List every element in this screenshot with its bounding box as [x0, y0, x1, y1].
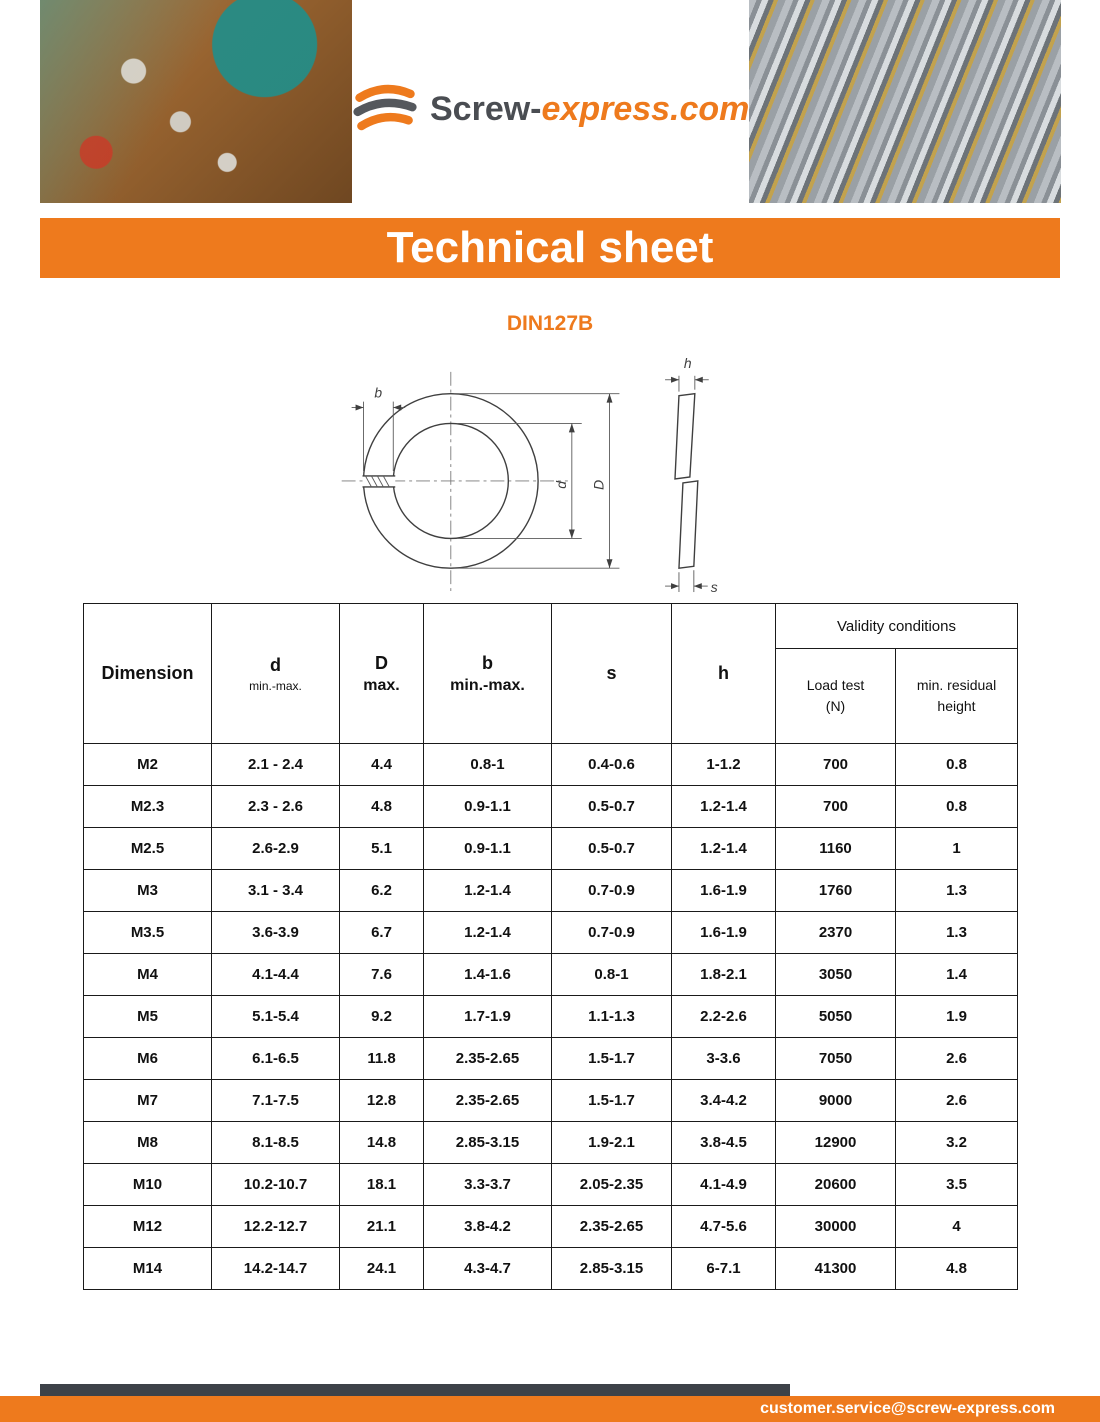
logo-text-part2: express.com — [541, 89, 750, 128]
col-header-residual — [896, 649, 1018, 744]
dimension-cell: M3.5 — [84, 912, 212, 954]
col-header-D-sub: max. — [363, 676, 400, 694]
load-test-line2: (N) — [825, 698, 846, 714]
value-cell: 3.3-3.7 — [424, 1164, 552, 1206]
value-cell: 4.1-4.9 — [672, 1164, 776, 1206]
value-cell: 7050 — [776, 1038, 896, 1080]
value-cell: 1.6-1.9 — [672, 912, 776, 954]
col-header-dimension: Dimension — [84, 604, 212, 744]
washer-drawing-svg — [320, 350, 780, 598]
dimension-cell: M2 — [84, 744, 212, 786]
col-header-b-sub: min.-max. — [450, 676, 525, 694]
table-row — [84, 912, 1018, 954]
col-header-s: s — [552, 604, 672, 744]
value-cell: 1.4 — [896, 954, 1018, 996]
col-header-d — [212, 604, 340, 744]
footer-orange-bar — [0, 1396, 1100, 1422]
value-cell: 2370 — [776, 912, 896, 954]
value-cell: 6-7.1 — [672, 1248, 776, 1290]
value-cell: 1.2-1.4 — [672, 786, 776, 828]
table-row — [84, 1038, 1018, 1080]
value-cell: 3.1 - 3.4 — [212, 870, 340, 912]
value-cell: 0.5-0.7 — [552, 828, 672, 870]
value-cell: 700 — [776, 786, 896, 828]
value-cell: 3-3.6 — [672, 1038, 776, 1080]
dimension-cell: M8 — [84, 1122, 212, 1164]
dim-label-d: d — [552, 481, 569, 489]
value-cell: 2.05-2.35 — [552, 1164, 672, 1206]
value-cell: 0.9-1.1 — [424, 786, 552, 828]
value-cell: 0.8 — [896, 744, 1018, 786]
value-cell: 1.9 — [896, 996, 1018, 1038]
value-cell: 2.35-2.65 — [424, 1080, 552, 1122]
value-cell: 3.5 — [896, 1164, 1018, 1206]
dim-label-D: D — [590, 479, 607, 490]
value-cell: 1.7-1.9 — [424, 996, 552, 1038]
value-cell: 2.85-3.15 — [552, 1248, 672, 1290]
value-cell: 4.3-4.7 — [424, 1248, 552, 1290]
value-cell: 2.6 — [896, 1080, 1018, 1122]
value-cell: 0.5-0.7 — [552, 786, 672, 828]
value-cell: 4.1-4.4 — [212, 954, 340, 996]
value-cell: 1.4-1.6 — [424, 954, 552, 996]
logo-text-part1: Screw- — [430, 89, 542, 128]
value-cell: 2.6-2.9 — [212, 828, 340, 870]
logo-text — [430, 90, 749, 129]
dimension-cell: M14 — [84, 1248, 212, 1290]
logo — [352, 0, 749, 218]
table-row — [84, 828, 1018, 870]
value-cell: 5050 — [776, 996, 896, 1038]
value-cell: 3.8-4.5 — [672, 1122, 776, 1164]
value-cell: 0.8-1 — [424, 744, 552, 786]
value-cell: 1.8-2.1 — [672, 954, 776, 996]
value-cell: 2.35-2.65 — [552, 1206, 672, 1248]
value-cell: 0.8-1 — [552, 954, 672, 996]
value-cell: 6.7 — [340, 912, 424, 954]
value-cell: 1160 — [776, 828, 896, 870]
value-cell: 6.2 — [340, 870, 424, 912]
table-row — [84, 1164, 1018, 1206]
header — [40, 0, 1060, 218]
value-cell: 1.3 — [896, 912, 1018, 954]
value-cell: 1.2-1.4 — [424, 912, 552, 954]
dimension-cell: M5 — [84, 996, 212, 1038]
col-header-D — [340, 604, 424, 744]
value-cell: 2.85-3.15 — [424, 1122, 552, 1164]
dim-label-s: s — [710, 579, 718, 596]
logo-mark-icon — [352, 80, 418, 138]
value-cell: 30000 — [776, 1206, 896, 1248]
value-cell: 41300 — [776, 1248, 896, 1290]
col-header-d-label: d — [270, 654, 281, 675]
spec-table-wrap — [83, 603, 1017, 1290]
value-cell: 20600 — [776, 1164, 896, 1206]
value-cell: 14.2-14.7 — [212, 1248, 340, 1290]
value-cell: 1.5-1.7 — [552, 1080, 672, 1122]
value-cell: 0.7-0.9 — [552, 912, 672, 954]
product-code: DIN127B — [506, 312, 594, 335]
value-cell: 3.8-4.2 — [424, 1206, 552, 1248]
value-cell: 2.3 - 2.6 — [212, 786, 340, 828]
title-banner — [40, 218, 1060, 278]
table-row — [84, 744, 1018, 786]
dim-label-b: b — [374, 384, 383, 401]
table-row — [84, 996, 1018, 1038]
value-cell: 1760 — [776, 870, 896, 912]
value-cell: 3.4-4.2 — [672, 1080, 776, 1122]
value-cell: 12.8 — [340, 1080, 424, 1122]
value-cell: 0.9-1.1 — [424, 828, 552, 870]
residual-line2: height — [937, 698, 976, 714]
value-cell: 3050 — [776, 954, 896, 996]
value-cell: 11.8 — [340, 1038, 424, 1080]
value-cell: 3.2 — [896, 1122, 1018, 1164]
value-cell: 1.2-1.4 — [424, 870, 552, 912]
value-cell: 24.1 — [340, 1248, 424, 1290]
technical-drawing — [0, 350, 1100, 598]
value-cell: 9.2 — [340, 996, 424, 1038]
value-cell: 1.9-2.1 — [552, 1122, 672, 1164]
value-cell: 700 — [776, 744, 896, 786]
value-cell: 1.5-1.7 — [552, 1038, 672, 1080]
spec-table — [83, 603, 1018, 1290]
value-cell: 2.2-2.6 — [672, 996, 776, 1038]
col-header-D-label: D — [375, 652, 388, 673]
col-header-validity: Validity conditions — [776, 604, 1018, 649]
col-header-load-test — [776, 649, 896, 744]
value-cell: 12.2-12.7 — [212, 1206, 340, 1248]
value-cell: 1.1-1.3 — [552, 996, 672, 1038]
value-cell: 1-1.2 — [672, 744, 776, 786]
col-header-b — [424, 604, 552, 744]
value-cell: 3.6-3.9 — [212, 912, 340, 954]
residual-line1: min. residual — [916, 677, 997, 693]
workbench-photo — [40, 0, 352, 203]
value-cell: 14.8 — [340, 1122, 424, 1164]
value-cell: 2.35-2.65 — [424, 1038, 552, 1080]
table-row — [84, 954, 1018, 996]
footer-email-link[interactable]: customer.service@screw-express.com — [760, 1400, 1055, 1417]
table-row — [84, 870, 1018, 912]
value-cell: 9000 — [776, 1080, 896, 1122]
dimension-cell: M10 — [84, 1164, 212, 1206]
value-cell: 5.1-5.4 — [212, 996, 340, 1038]
dimension-cell: M6 — [84, 1038, 212, 1080]
value-cell: 4 — [896, 1206, 1018, 1248]
value-cell: 5.1 — [340, 828, 424, 870]
value-cell: 7.1-7.5 — [212, 1080, 340, 1122]
dimension-cell: M7 — [84, 1080, 212, 1122]
spec-table-body — [84, 744, 1018, 1290]
value-cell: 10.2-10.7 — [212, 1164, 340, 1206]
dimension-cell: M2.3 — [84, 786, 212, 828]
value-cell: 1.3 — [896, 870, 1018, 912]
value-cell: 4.8 — [896, 1248, 1018, 1290]
value-cell: 1 — [896, 828, 1018, 870]
dimension-cell: M4 — [84, 954, 212, 996]
value-cell: 18.1 — [340, 1164, 424, 1206]
dim-label-h: h — [683, 354, 692, 371]
load-test-line1: Load test — [806, 677, 865, 693]
value-cell: 21.1 — [340, 1206, 424, 1248]
value-cell: 4.4 — [340, 744, 424, 786]
value-cell: 6.1-6.5 — [212, 1038, 340, 1080]
value-cell: 8.1-8.5 — [212, 1122, 340, 1164]
value-cell: 12900 — [776, 1122, 896, 1164]
value-cell: 0.7-0.9 — [552, 870, 672, 912]
value-cell: 0.4-0.6 — [552, 744, 672, 786]
table-row — [84, 1206, 1018, 1248]
value-cell: 4.7-5.6 — [672, 1206, 776, 1248]
dimension-cell: M2.5 — [84, 828, 212, 870]
col-header-d-sub: min.-max. — [249, 678, 302, 693]
dimension-cell: M12 — [84, 1206, 212, 1248]
screws-photo — [749, 0, 1061, 203]
col-header-h: h — [672, 604, 776, 744]
dimension-cell: M3 — [84, 870, 212, 912]
value-cell: 4.8 — [340, 786, 424, 828]
value-cell: 1.2-1.4 — [672, 828, 776, 870]
value-cell: 1.6-1.9 — [672, 870, 776, 912]
value-cell: 2.1 - 2.4 — [212, 744, 340, 786]
table-row — [84, 1122, 1018, 1164]
table-row — [84, 1248, 1018, 1290]
table-row — [84, 1080, 1018, 1122]
value-cell: 2.6 — [896, 1038, 1018, 1080]
table-row — [84, 786, 1018, 828]
value-cell: 0.8 — [896, 786, 1018, 828]
value-cell: 7.6 — [340, 954, 424, 996]
col-header-b-label: b — [482, 652, 493, 673]
page-title: Technical sheet — [386, 223, 714, 272]
